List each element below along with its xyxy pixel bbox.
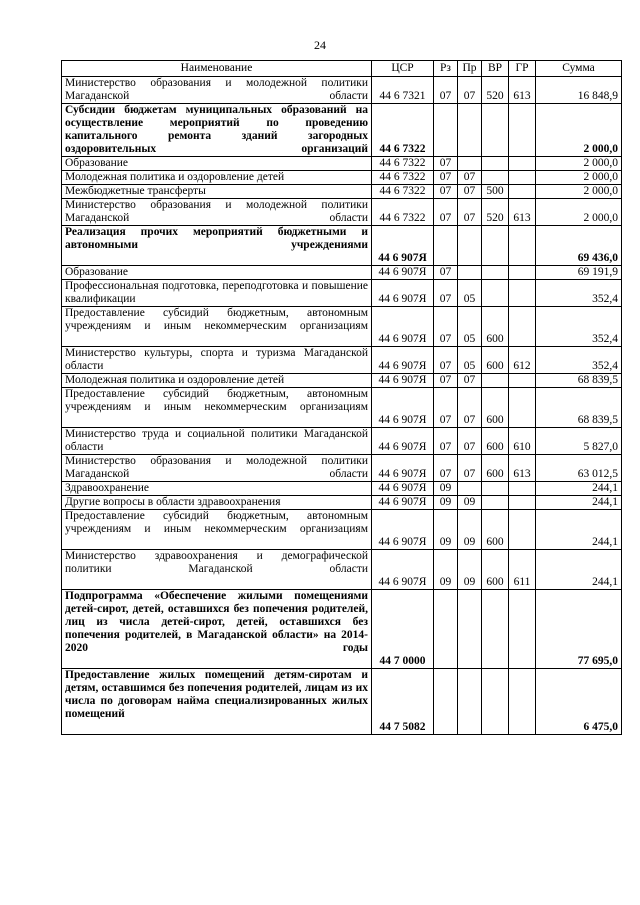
row-name: Здравоохранение — [62, 482, 372, 496]
row-rz: 07 — [434, 374, 458, 388]
row-csr: 44 6 7321 — [372, 77, 434, 104]
row-gr — [509, 226, 536, 266]
row-pr: 05 — [458, 307, 482, 347]
row-name: Министерство труда и социальной политики Магаданской области — [62, 428, 372, 455]
row-gr — [509, 669, 536, 735]
row-gr: 612 — [509, 347, 536, 374]
row-csr: 44 6 907Я — [372, 510, 434, 550]
header-gr: ГР — [509, 61, 536, 77]
row-pr: 07 — [458, 455, 482, 482]
row-pr: 05 — [458, 347, 482, 374]
row-rz — [434, 590, 458, 669]
row-gr: 613 — [509, 199, 536, 226]
row-vr — [482, 374, 509, 388]
table-row — [62, 280, 622, 307]
row-gr — [509, 307, 536, 347]
table-row — [62, 455, 622, 482]
row-name: Межбюджетные трансферты — [62, 185, 372, 199]
row-rz: 07 — [434, 347, 458, 374]
row-rz: 07 — [434, 185, 458, 199]
row-csr: 44 6 907Я — [372, 280, 434, 307]
row-rz: 09 — [434, 496, 458, 510]
row-csr: 44 6 907Я — [372, 550, 434, 590]
row-rz — [434, 669, 458, 735]
table-row — [62, 266, 622, 280]
table-row — [62, 347, 622, 374]
header-csr: ЦСР — [372, 61, 434, 77]
row-vr: 500 — [482, 185, 509, 199]
row-vr: 600 — [482, 455, 509, 482]
table-row — [62, 226, 622, 266]
row-csr: 44 6 907Я — [372, 482, 434, 496]
row-sum: 6 475,0 — [536, 669, 622, 735]
row-csr: 44 6 907Я — [372, 226, 434, 266]
row-vr — [482, 157, 509, 171]
row-sum: 68 839,5 — [536, 374, 622, 388]
row-sum: 16 848,9 — [536, 77, 622, 104]
row-vr: 600 — [482, 307, 509, 347]
table-row — [62, 77, 622, 104]
table-row — [62, 185, 622, 199]
row-pr: 07 — [458, 185, 482, 199]
row-gr — [509, 482, 536, 496]
table-row — [62, 157, 622, 171]
row-gr — [509, 496, 536, 510]
row-sum: 244,1 — [536, 496, 622, 510]
row-vr: 600 — [482, 388, 509, 428]
row-pr: 07 — [458, 77, 482, 104]
row-csr: 44 6 907Я — [372, 266, 434, 280]
row-sum: 244,1 — [536, 482, 622, 496]
row-csr: 44 6 907Я — [372, 455, 434, 482]
table-header-row — [62, 61, 622, 77]
row-rz: 07 — [434, 157, 458, 171]
row-gr — [509, 374, 536, 388]
row-pr: 07 — [458, 374, 482, 388]
row-vr — [482, 104, 509, 157]
row-vr — [482, 496, 509, 510]
row-pr: 07 — [458, 199, 482, 226]
row-pr: 07 — [458, 428, 482, 455]
row-sum: 63 012,5 — [536, 455, 622, 482]
row-pr: 07 — [458, 388, 482, 428]
row-vr: 520 — [482, 199, 509, 226]
row-sum: 352,4 — [536, 347, 622, 374]
header-rz: Рз — [434, 61, 458, 77]
row-vr — [482, 280, 509, 307]
row-sum: 2 000,0 — [536, 157, 622, 171]
table-row — [62, 388, 622, 428]
row-csr: 44 6 907Я — [372, 307, 434, 347]
header-vr: ВР — [482, 61, 509, 77]
row-rz: 07 — [434, 388, 458, 428]
row-gr — [509, 171, 536, 185]
budget-table — [61, 60, 622, 735]
row-vr — [482, 669, 509, 735]
row-vr — [482, 266, 509, 280]
table-row — [62, 590, 622, 669]
row-rz: 07 — [434, 280, 458, 307]
row-pr — [458, 590, 482, 669]
table-row — [62, 199, 622, 226]
row-vr — [482, 590, 509, 669]
row-name: Министерство образования и молодежной политики Магаданской области — [62, 77, 372, 104]
row-gr — [509, 266, 536, 280]
row-pr: 05 — [458, 280, 482, 307]
row-name: Реализация прочих мероприятий бюджетными и автономными учреждениями — [62, 226, 372, 266]
row-sum: 2 000,0 — [536, 171, 622, 185]
row-sum: 2 000,0 — [536, 104, 622, 157]
table-row — [62, 482, 622, 496]
row-rz — [434, 104, 458, 157]
row-name: Министерство культуры, спорта и туризма Магаданской области — [62, 347, 372, 374]
table-row — [62, 669, 622, 735]
row-rz: 07 — [434, 77, 458, 104]
row-rz: 07 — [434, 455, 458, 482]
row-pr: 07 — [458, 171, 482, 185]
row-gr — [509, 280, 536, 307]
table-row — [62, 171, 622, 185]
row-csr: 44 6 7322 — [372, 104, 434, 157]
row-sum: 69 436,0 — [536, 226, 622, 266]
row-sum: 77 695,0 — [536, 590, 622, 669]
row-name: Министерство образования и молодежной политики Магаданской области — [62, 199, 372, 226]
row-gr — [509, 185, 536, 199]
row-pr — [458, 104, 482, 157]
table-row — [62, 307, 622, 347]
row-pr — [458, 266, 482, 280]
row-name: Предоставление жилых помещений детям-сиротам и детям, оставшимся без попечения родителей, лицам из их числа по договорам найма специализированных жилых помещений — [62, 669, 372, 735]
row-csr: 44 6 7322 — [372, 171, 434, 185]
row-rz: 09 — [434, 482, 458, 496]
row-gr — [509, 157, 536, 171]
row-pr: 09 — [458, 496, 482, 510]
row-vr: 520 — [482, 77, 509, 104]
row-name: Предоставление субсидий бюджетным, автономным учреждениям и иным некоммерческим организациям — [62, 307, 372, 347]
row-gr — [509, 510, 536, 550]
row-rz: 07 — [434, 307, 458, 347]
row-name: Молодежная политика и оздоровление детей — [62, 171, 372, 185]
row-csr: 44 6 907Я — [372, 374, 434, 388]
row-sum: 2 000,0 — [536, 199, 622, 226]
row-sum: 244,1 — [536, 510, 622, 550]
row-name: Министерство здравоохранения и демографической политики Магаданской области — [62, 550, 372, 590]
row-rz: 07 — [434, 171, 458, 185]
row-pr — [458, 226, 482, 266]
row-name: Образование — [62, 266, 372, 280]
row-vr: 600 — [482, 428, 509, 455]
row-csr: 44 7 5082 — [372, 669, 434, 735]
row-gr — [509, 388, 536, 428]
row-name: Субсидии бюджетам муниципальных образований на осуществление мероприятий по проведению капитального ремонта зданий загородных оздоровительных организаций — [62, 104, 372, 157]
row-sum: 2 000,0 — [536, 185, 622, 199]
row-name: Предоставление субсидий бюджетным, автономным учреждениям и иным некоммерческим организациям — [62, 388, 372, 428]
table-row — [62, 496, 622, 510]
row-gr — [509, 104, 536, 157]
row-vr — [482, 226, 509, 266]
row-csr: 44 6 907Я — [372, 428, 434, 455]
table-row — [62, 510, 622, 550]
row-vr: 600 — [482, 347, 509, 374]
row-csr: 44 6 7322 — [372, 157, 434, 171]
row-sum: 244,1 — [536, 550, 622, 590]
row-pr: 09 — [458, 510, 482, 550]
row-vr — [482, 482, 509, 496]
row-name: Образование — [62, 157, 372, 171]
table-row — [62, 104, 622, 157]
table-row — [62, 550, 622, 590]
row-name: Министерство образования и молодежной политики Магаданской области — [62, 455, 372, 482]
row-sum: 352,4 — [536, 307, 622, 347]
row-pr: 09 — [458, 550, 482, 590]
row-csr: 44 7 0000 — [372, 590, 434, 669]
row-sum: 68 839,5 — [536, 388, 622, 428]
page-number: 24 — [314, 38, 326, 52]
row-name: Профессиональная подготовка, переподготовка и повышение квалификации — [62, 280, 372, 307]
table-row — [62, 374, 622, 388]
row-gr — [509, 590, 536, 669]
row-rz — [434, 226, 458, 266]
row-rz: 09 — [434, 550, 458, 590]
row-csr: 44 6 907Я — [372, 347, 434, 374]
row-rz: 07 — [434, 199, 458, 226]
row-rz: 09 — [434, 510, 458, 550]
row-gr: 611 — [509, 550, 536, 590]
row-csr: 44 6 7322 — [372, 185, 434, 199]
header-pr: Пр — [458, 61, 482, 77]
row-sum: 352,4 — [536, 280, 622, 307]
table-row — [62, 428, 622, 455]
row-name: Другие вопросы в области здравоохранения — [62, 496, 372, 510]
row-vr: 600 — [482, 510, 509, 550]
row-gr: 610 — [509, 428, 536, 455]
row-csr: 44 6 907Я — [372, 388, 434, 428]
row-csr: 44 6 7322 — [372, 199, 434, 226]
header-name: Наименование — [62, 61, 372, 77]
row-gr: 613 — [509, 77, 536, 104]
row-name: Предоставление субсидий бюджетным, автономным учреждениям и иным некоммерческим организациям — [62, 510, 372, 550]
row-sum: 5 827,0 — [536, 428, 622, 455]
row-sum: 69 191,9 — [536, 266, 622, 280]
row-vr: 600 — [482, 550, 509, 590]
header-sum: Сумма — [536, 61, 622, 77]
row-rz: 07 — [434, 428, 458, 455]
row-name: Подпрограмма «Обеспечение жилыми помещениями детей-сирот, детей, оставшихся без попечения родителей, лиц из числа детей-сирот, детей, оставшихся без попечения родителей, в Магаданской области» на 2014-2020 годы — [62, 590, 372, 669]
row-csr: 44 6 907Я — [372, 496, 434, 510]
row-pr — [458, 669, 482, 735]
row-pr — [458, 157, 482, 171]
row-gr: 613 — [509, 455, 536, 482]
row-rz: 07 — [434, 266, 458, 280]
row-vr — [482, 171, 509, 185]
row-name: Молодежная политика и оздоровление детей — [62, 374, 372, 388]
row-pr — [458, 482, 482, 496]
